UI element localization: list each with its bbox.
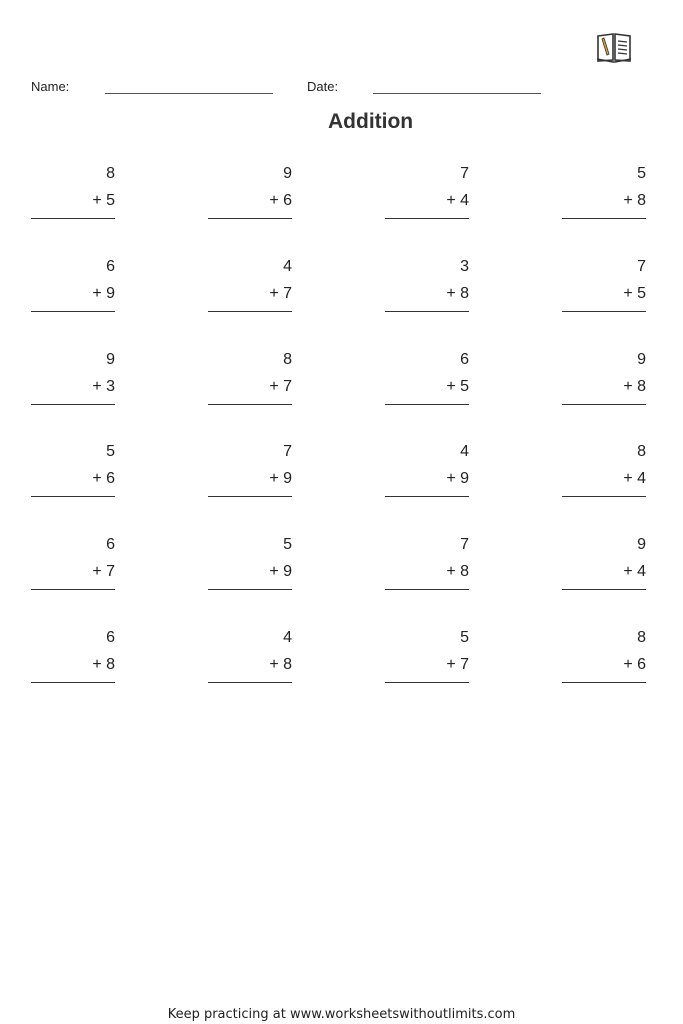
bottom-number: + 6 xyxy=(623,656,646,673)
problem-item xyxy=(385,629,471,689)
answer-line[interactable] xyxy=(31,218,115,219)
answer-line[interactable] xyxy=(208,404,292,405)
answer-line[interactable] xyxy=(208,589,292,590)
answer-line[interactable] xyxy=(385,404,469,405)
problem-item xyxy=(31,536,117,596)
problem-item xyxy=(31,165,117,225)
name-label: Name: xyxy=(31,79,70,94)
problem-item xyxy=(208,443,294,503)
top-number: 5 xyxy=(460,629,469,646)
answer-line[interactable] xyxy=(385,496,469,497)
answer-line[interactable] xyxy=(208,682,292,683)
top-number: 8 xyxy=(283,351,292,368)
bottom-number: + 8 xyxy=(623,378,646,395)
page-title: Addition xyxy=(328,110,414,133)
answer-line[interactable] xyxy=(385,589,469,590)
problem-item xyxy=(208,629,294,689)
answer-line[interactable] xyxy=(208,496,292,497)
bottom-number: + 7 xyxy=(269,378,292,395)
bottom-number: + 4 xyxy=(446,192,469,209)
problem-item xyxy=(31,629,117,689)
top-number: 8 xyxy=(637,443,646,460)
answer-line[interactable] xyxy=(562,404,646,405)
answer-line[interactable] xyxy=(562,311,646,312)
top-number: 5 xyxy=(106,443,115,460)
bottom-number: + 8 xyxy=(446,563,469,580)
answer-line[interactable] xyxy=(31,404,115,405)
top-number: 8 xyxy=(637,629,646,646)
bottom-number: + 8 xyxy=(623,192,646,209)
bottom-number: + 5 xyxy=(623,285,646,302)
problem-item xyxy=(562,629,648,689)
top-number: 6 xyxy=(106,258,115,275)
problem-item xyxy=(385,536,471,596)
bottom-number: + 6 xyxy=(269,192,292,209)
top-number: 4 xyxy=(283,258,292,275)
problem-item xyxy=(562,165,648,225)
problem-item xyxy=(562,258,648,318)
answer-line[interactable] xyxy=(31,589,115,590)
top-number: 7 xyxy=(637,258,646,275)
bottom-number: + 4 xyxy=(623,470,646,487)
bottom-number: + 9 xyxy=(269,470,292,487)
problem-item xyxy=(562,536,648,596)
top-number: 9 xyxy=(283,165,292,182)
bottom-number: + 9 xyxy=(446,470,469,487)
bottom-number: + 5 xyxy=(446,378,469,395)
top-number: 6 xyxy=(106,536,115,553)
top-number: 9 xyxy=(106,351,115,368)
bottom-number: + 7 xyxy=(92,563,115,580)
problem-item xyxy=(31,258,117,318)
answer-line[interactable] xyxy=(562,496,646,497)
top-number: 6 xyxy=(106,629,115,646)
bottom-number: + 7 xyxy=(269,285,292,302)
answer-line[interactable] xyxy=(562,218,646,219)
answer-line[interactable] xyxy=(562,589,646,590)
problem-item xyxy=(31,443,117,503)
top-number: 4 xyxy=(283,629,292,646)
problem-item xyxy=(208,351,294,411)
footer-text: Keep practicing at www.worksheetswithoutlimits.com xyxy=(167,1007,516,1022)
problem-item xyxy=(562,443,648,503)
answer-line[interactable] xyxy=(208,311,292,312)
answer-line[interactable] xyxy=(562,682,646,683)
bottom-number: + 9 xyxy=(92,285,115,302)
bottom-number: + 8 xyxy=(269,656,292,673)
bottom-number: + 5 xyxy=(92,192,115,209)
top-number: 8 xyxy=(106,165,115,182)
top-number: 3 xyxy=(460,258,469,275)
date-label: Date: xyxy=(307,79,339,94)
top-number: 6 xyxy=(460,351,469,368)
answer-line[interactable] xyxy=(31,682,115,683)
answer-line[interactable] xyxy=(31,311,115,312)
bottom-number: + 7 xyxy=(446,656,469,673)
problem-item xyxy=(208,165,294,225)
problem-item xyxy=(385,443,471,503)
problem-item xyxy=(385,351,471,411)
top-number: 5 xyxy=(283,536,292,553)
top-number: 7 xyxy=(460,165,469,182)
top-number: 9 xyxy=(637,351,646,368)
bottom-number: + 8 xyxy=(446,285,469,302)
answer-line[interactable] xyxy=(385,218,469,219)
top-number: 5 xyxy=(637,165,646,182)
answer-line[interactable] xyxy=(208,218,292,219)
top-number: 7 xyxy=(460,536,469,553)
problem-item xyxy=(31,351,117,411)
answer-line[interactable] xyxy=(31,496,115,497)
problem-item xyxy=(385,165,471,225)
answer-line[interactable] xyxy=(385,682,469,683)
top-number: 7 xyxy=(283,443,292,460)
top-number: 9 xyxy=(637,536,646,553)
problem-item xyxy=(208,258,294,318)
problem-item xyxy=(208,536,294,596)
bottom-number: + 9 xyxy=(269,563,292,580)
top-number: 4 xyxy=(460,443,469,460)
problem-item xyxy=(385,258,471,318)
problem-item xyxy=(562,351,648,411)
bottom-number: + 6 xyxy=(92,470,115,487)
bottom-number: + 3 xyxy=(92,378,115,395)
bottom-number: + 8 xyxy=(92,656,115,673)
bottom-number: + 4 xyxy=(623,563,646,580)
answer-line[interactable] xyxy=(385,311,469,312)
